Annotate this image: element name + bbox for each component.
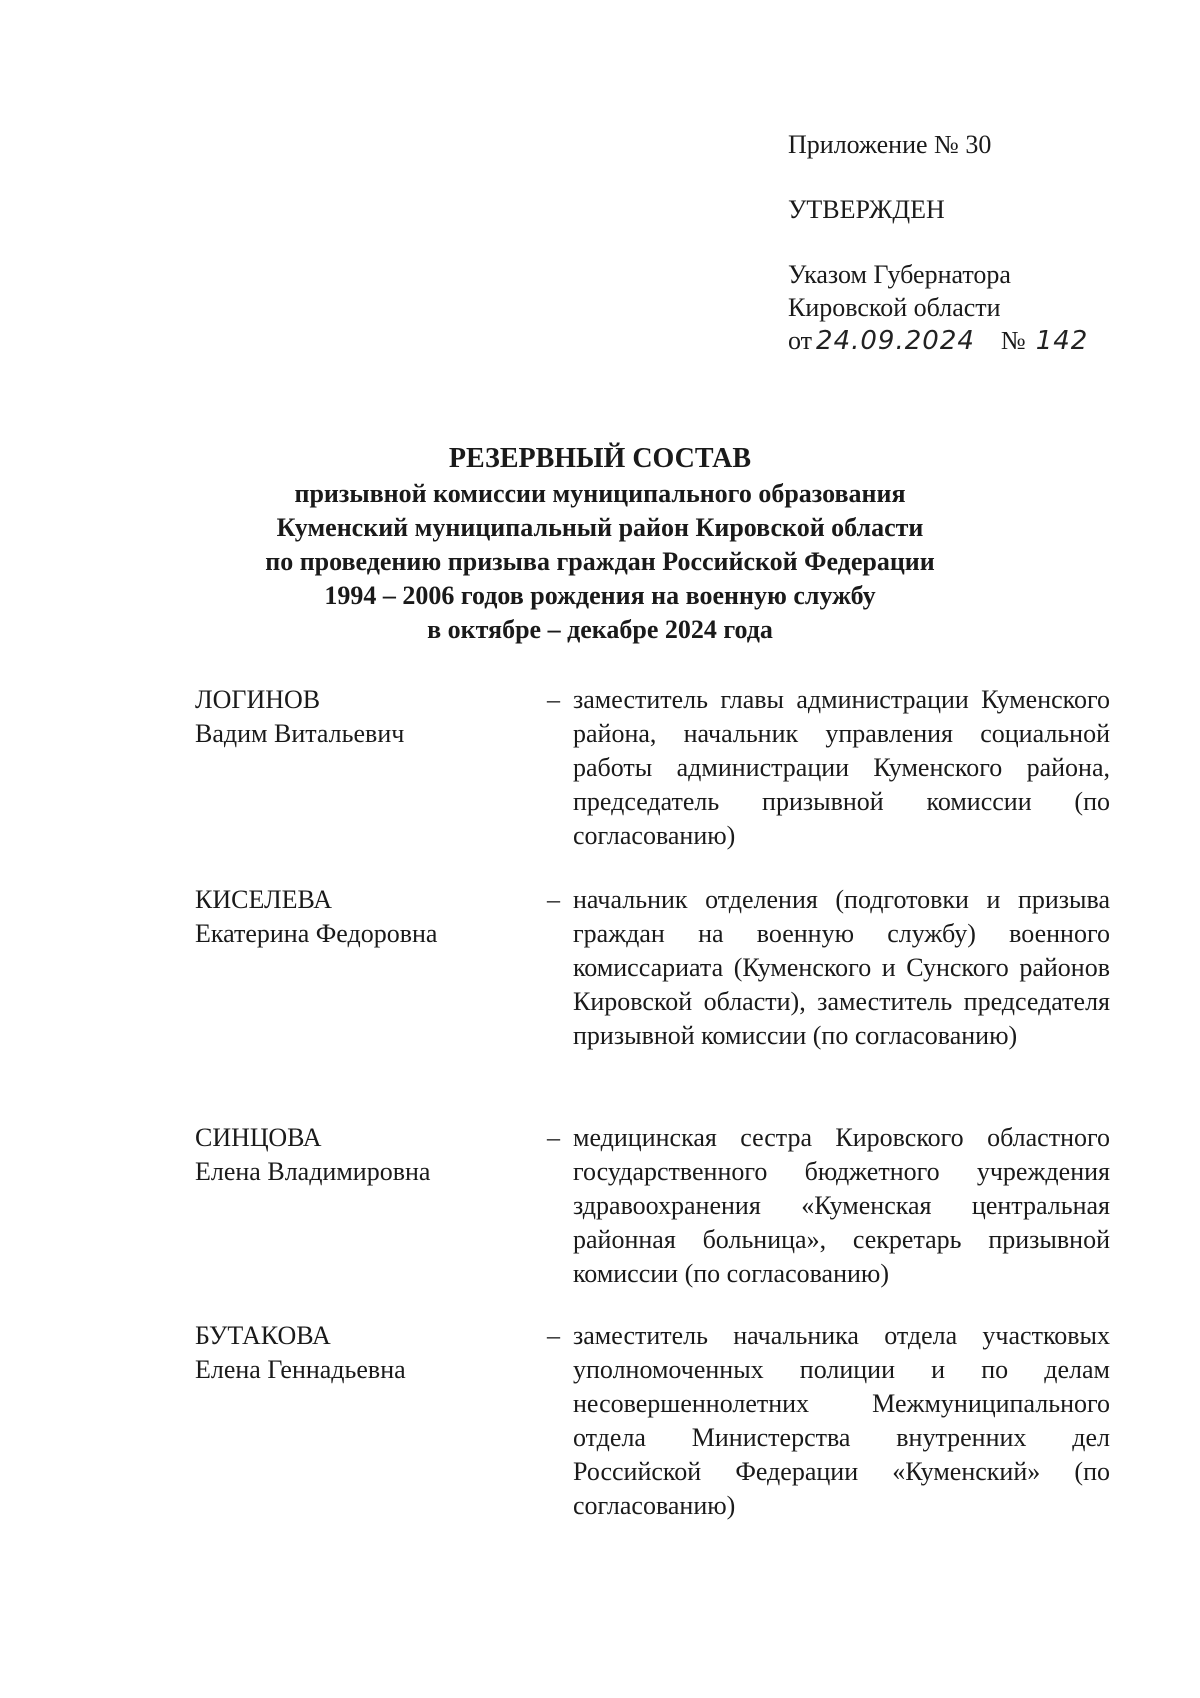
member-dash: –	[547, 1123, 560, 1152]
member-surname: БУТАКОВА	[195, 1321, 331, 1350]
member-name	[195, 683, 547, 883]
handwritten-number: 142	[1035, 326, 1089, 356]
approved-label: УТВЕРЖДЕН	[788, 195, 945, 224]
member-dash: –	[547, 1321, 560, 1350]
document-title	[200, 442, 1000, 647]
member-dash: –	[547, 685, 560, 714]
handwritten-date: 24.09.2024	[816, 326, 975, 356]
member-given-name: Елена Владимировна	[195, 1157, 431, 1186]
member-surname: СИНЦОВА	[195, 1123, 322, 1152]
title-line-3: по проведению призыва граждан Российской Федерации	[265, 547, 935, 576]
date-prefix: от	[788, 326, 813, 355]
member-surname: ЛОГИНОВ	[195, 685, 321, 714]
members-list	[195, 683, 1110, 1569]
member-name	[195, 1319, 547, 1569]
approved-by-line-1: Указом Губернатора	[788, 260, 1011, 289]
member-given-name: Екатерина Федоровна	[195, 919, 438, 948]
title-line-1: призывной комиссии муниципального образования	[294, 479, 906, 508]
decree-date-line	[788, 324, 1168, 358]
title-line-2: Куменский муниципальный район Кировской области	[276, 513, 924, 542]
member-description: начальник отделения (подготовки и призыва граждан на военную службу) военного комиссариата (Куменского и Сунского районов Кировской области), заместитель председателя призывной комиссии (по согласованию)	[573, 885, 1110, 1050]
member-name	[195, 1121, 547, 1319]
member-entry	[195, 1319, 1110, 1569]
member-description: заместитель главы администрации Куменского района, начальник управления социальной работы администрации Куменского района, председатель призывной комиссии (по согласованию)	[573, 685, 1110, 850]
approval-block	[788, 128, 1168, 358]
member-given-name: Елена Геннадьевна	[195, 1355, 406, 1384]
member-description: заместитель начальника отдела участковых уполномоченных полиции и по делам несовершеннолетних Межмуниципального отдела Министерства внутренних дел Российской Федерации «Куменский» (по согласованию)	[573, 1321, 1110, 1520]
title-line-5: в октябре – декабре 2024 года	[427, 615, 773, 644]
approved-by-line-2: Кировской области	[788, 293, 1001, 322]
member-entry	[195, 1121, 1110, 1319]
appendix-label: Приложение № 30	[788, 130, 992, 159]
member-description: медицинская сестра Кировского областного государственного бюджетного учреждения здравоохранения «Куменская центральная районная больница», секретарь призывной комиссии (по согласованию)	[573, 1123, 1110, 1288]
title-main: РЕЗЕРВНЫЙ СОСТАВ	[448, 443, 752, 474]
member-surname: КИСЕЛЕВА	[195, 885, 332, 914]
number-label: №	[1000, 326, 1026, 355]
member-entry	[195, 883, 1110, 1121]
member-name	[195, 883, 547, 1121]
member-given-name: Вадим Витальевич	[195, 719, 405, 748]
member-dash: –	[547, 885, 560, 914]
member-entry	[195, 683, 1110, 883]
title-line-4: 1994 – 2006 годов рождения на военную службу	[324, 581, 876, 610]
